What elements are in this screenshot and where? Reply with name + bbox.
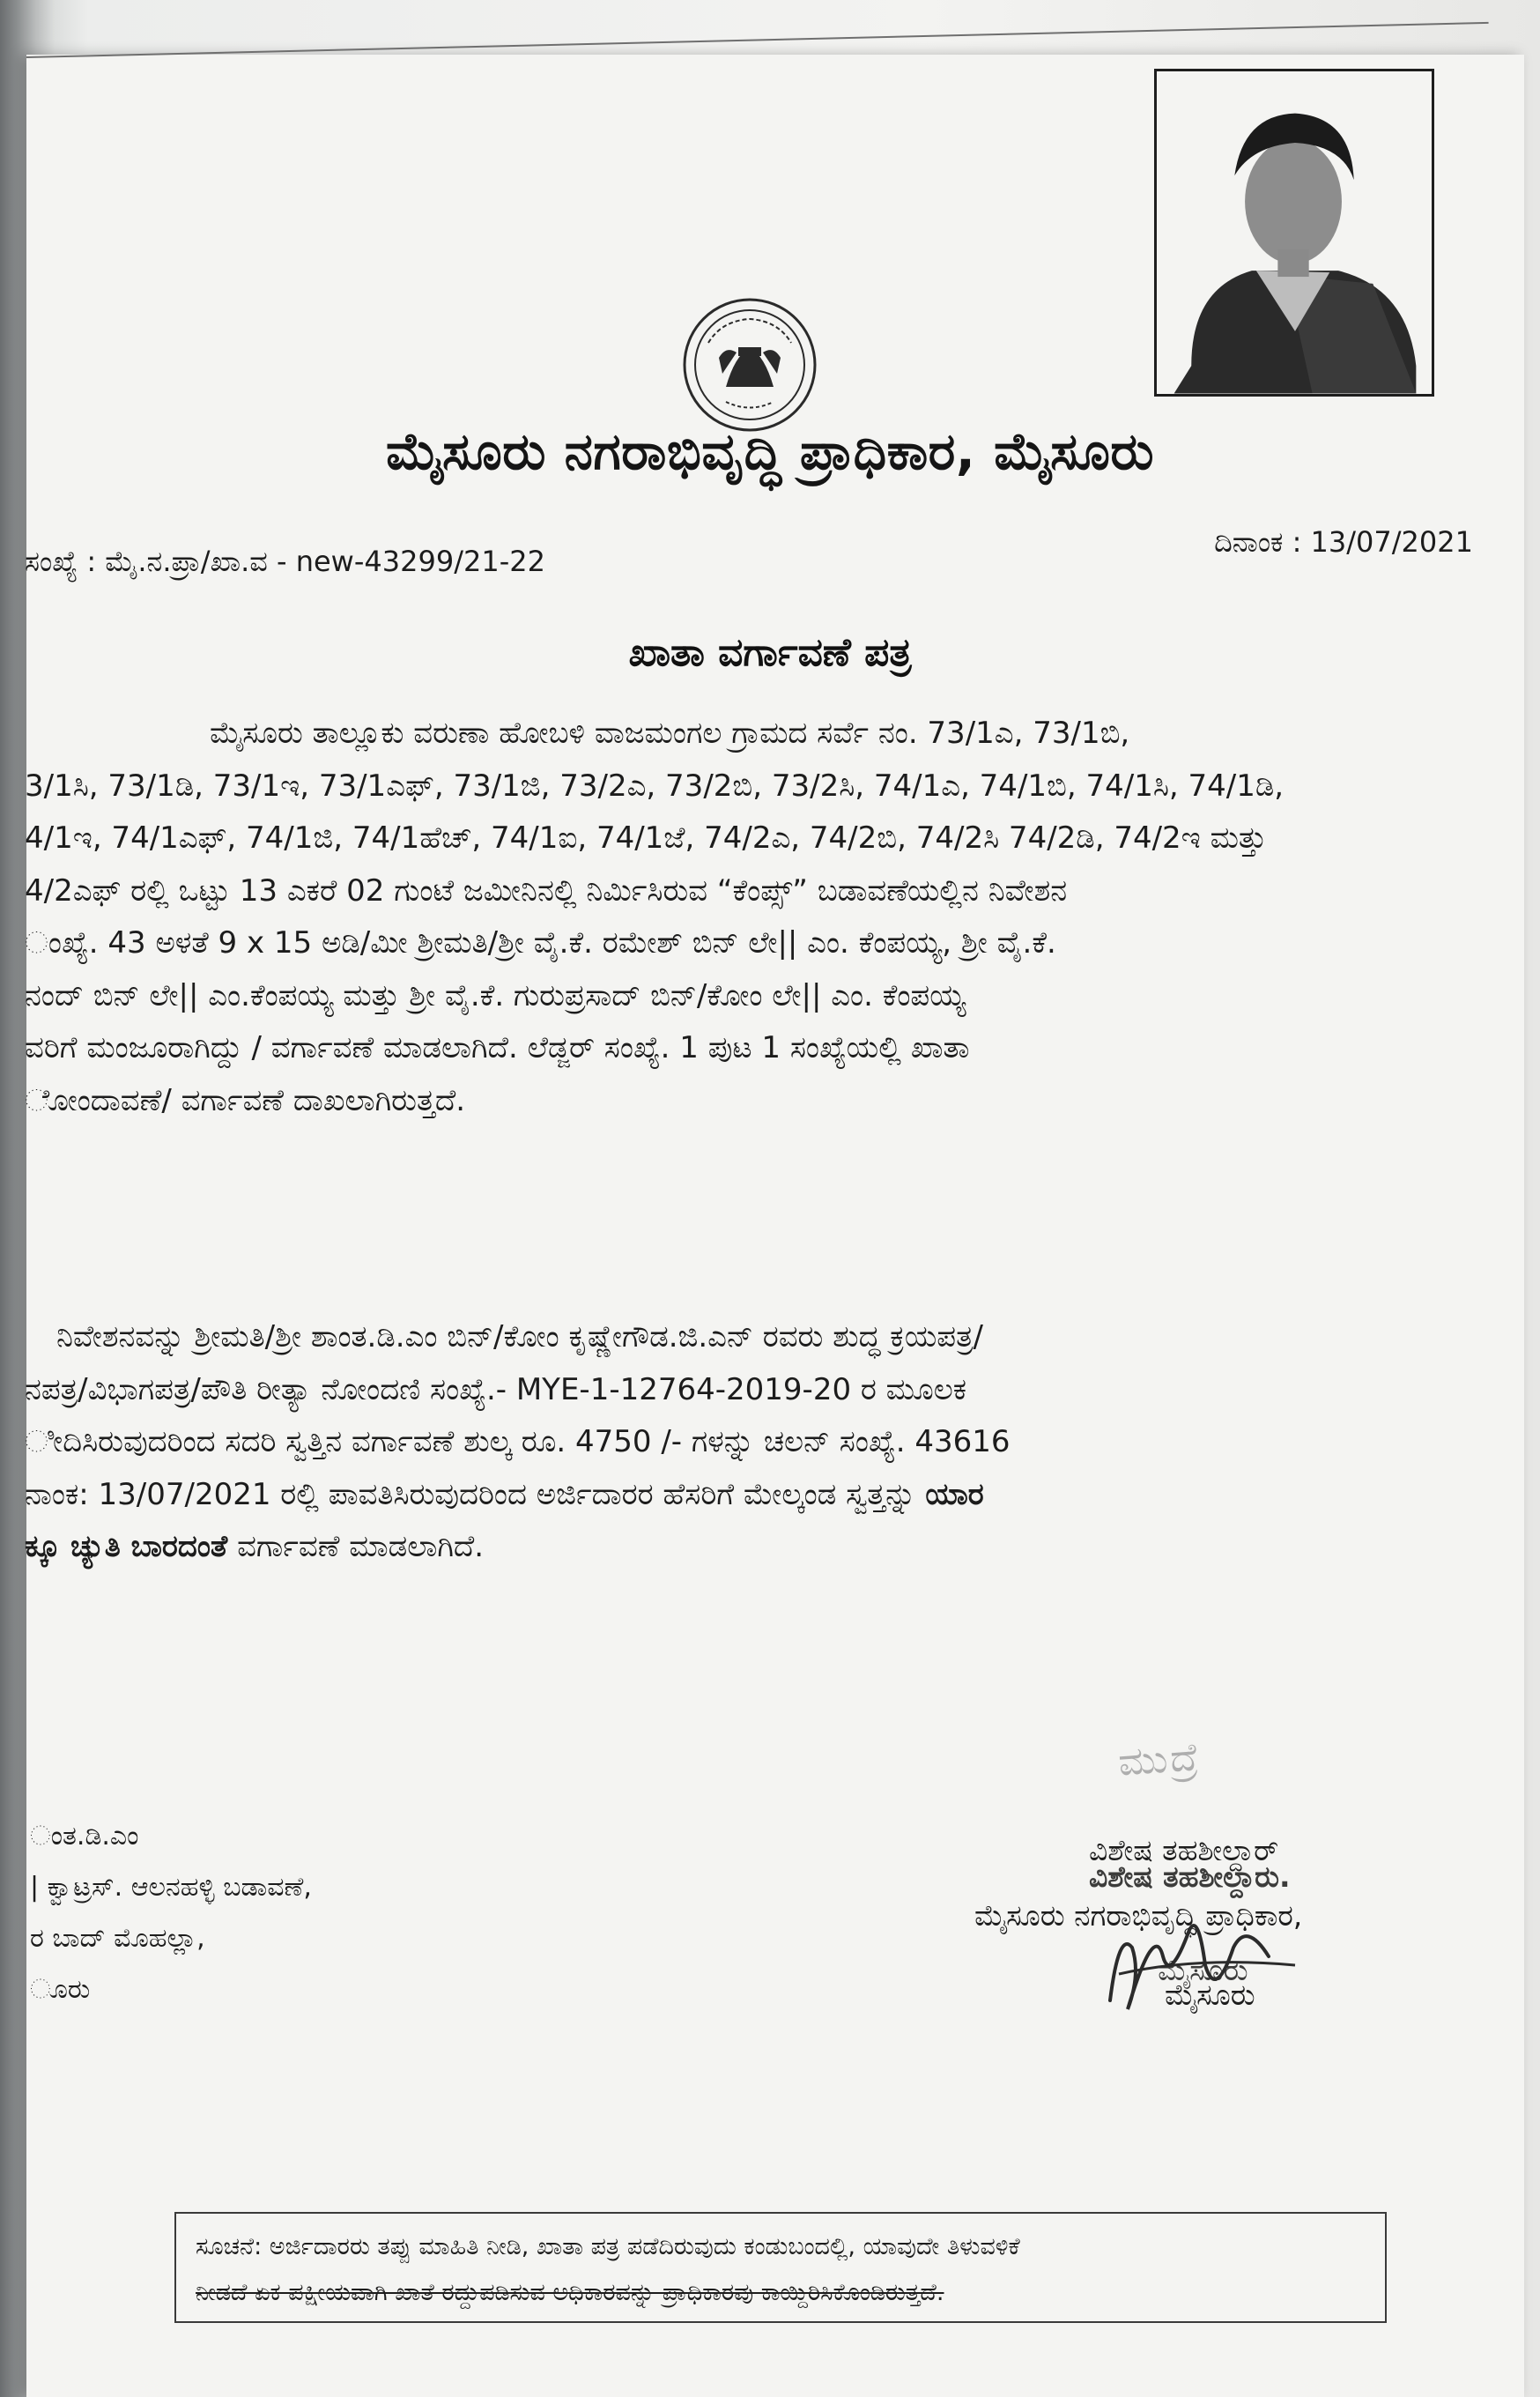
paragraph-bold-text: ಯಾರ — [925, 1476, 984, 1512]
faded-stamp: ಮುದ್ರೆ — [1116, 1734, 1203, 1785]
address-line: | ಕ್ವಾಟ್ರಸ್. ಆಲನಹಳ್ಳಿ ಬಡಾವಣೆ, — [30, 1872, 312, 1903]
address-line: ಂತ.ಡಿ.ಎಂ — [30, 1821, 139, 1852]
applicant-address — [30, 1811, 312, 2015]
address-line: ರ ಬಾದ್ ಮೊಹಲ್ಲಾ, — [30, 1923, 205, 1954]
notice-line: ನೀಡದೆ ಏಕ ಪಕ್ಷೀಯವಾಗಿ ಖಾತೆ ರದ್ದುಪಡಿಸುವ ಅಧಿಕಾರವನ್ನು ಪ್ರಾಧಿಕಾರವು ಕಾಯ್ದಿರಿಸಿಕೊಂಡಿರುತ್ತದೆ. — [196, 2279, 944, 2306]
paragraph-text: ನಾಂಕ: 13/07/2021 ರಲ್ಲಿ ಪಾವತಿಸಿರುವುದರಿಂದ ಅರ್ಜಿದಾರರ ಹೆಸರಿಗೆ ಮೇಲ್ಕಂಡ ಸ್ವತ್ತನ್ನು — [25, 1476, 916, 1512]
notice-line: ಸೂಚನೆ: ಅರ್ಜಿದಾರರು ತಪ್ಪು ಮಾಹಿತಿ ನೀಡಿ, ಖಾತಾ ಪತ್ರ ಪಡೆದಿರುವುದು ಕಂಡುಬಂದಲ್ಲಿ, ಯಾವುದೇ ತಿಳುವಳಿಕೆ — [196, 2233, 1020, 2260]
paragraph-line: ೋಂದಾವಣೆ/ ವರ್ಗಾವಣೆ ದಾಖಲಾಗಿರುತ್ತದೆ. — [25, 1082, 466, 1118]
authority-heading: ಮೈಸೂರು ನಗರಾಭಿವೃದ್ಧಿ ಪ್ರಾಧಿಕಾರ, ಮೈಸೂರು — [385, 421, 1155, 481]
paragraph-text: ವರ್ಗಾವಣೆ ಮಾಡಲಾಗಿದೆ. — [237, 1529, 485, 1564]
document-date: ದಿನಾಂಕ : 13/07/2021 — [1214, 525, 1473, 559]
page-top-edge — [26, 22, 1489, 58]
paragraph-line: ೀದಿಸಿರುವುದರಿಂದ ಸದರಿ ಸ್ವತ್ತಿನ ವರ್ಗಾವಣೆ ಶುಲ್ಕ ರೂ. 4750 /- ಗಳನ್ನು ಚಲನ್ ಸಂಖ್ಯೆ. 43616 — [25, 1424, 1011, 1459]
signatory-designation: ವಿಶೇಷ ತಹಶೀಲ್ದಾರ್ — [1089, 1833, 1279, 1867]
handwritten-signature-icon — [1092, 1895, 1322, 2018]
paragraph-bold-text: ಕ್ಕೂ ಚ್ಯುತಿ ಬಾರದಂತೆ — [25, 1529, 228, 1564]
paragraph-line: ನಂದ್ ಬಿನ್ ಲೇ|| ಎಂ.ಕೆಂಪಯ್ಯ ಮತ್ತು ಶ್ರೀ ವೈ.ಕೆ. ಗುರುಪ್ರಸಾದ್ ಬಿನ್/ಕೋಂ ಲೇ|| ಎಂ. ಕೆಂಪಯ್ಯ — [25, 977, 966, 1013]
paragraph-allotment — [25, 708, 1487, 1127]
paragraph-line: 4/1ಇ, 74/1ಎಫ್, 74/1ಜಿ, 74/1ಹೆಚ್, 74/1ಐ, 74/1ಜೆ, 74/2ಎ, 74/2ಬಿ, 74/2ಸಿ 74/2ಡಿ, 74/2ಇ ಮತ್ತು — [25, 820, 1267, 856]
signatory-authority: ಮೈಸೂರು ನಗರಾಭಿವೃದ್ಧಿ ಪ್ರಾಧಿಕಾರ, — [974, 1898, 1303, 1933]
paragraph-line: ನಿವೇಶನವನ್ನು ಶ್ರೀಮತಿ/ಶ್ರೀ ಶಾಂತ.ಡಿ.ಎಂ ಬಿನ್/ಕೋಂ ಕೃಷ್ಣೇಗೌಡ.ಜಿ.ಎನ್ ರವರು ಶುದ್ಧ ಕ್ರಯಪತ್ರ/ — [56, 1319, 983, 1354]
paragraph-line — [25, 1469, 1487, 1522]
paragraph-line: ಮೈಸೂರು ತಾಲ್ಲೂಕು ವರುಣಾ ಹೋಬಳಿ ವಾಜಮಂಗಲ ಗ್ರಾಮದ ಸರ್ವೆ ನಂ. 73/1ಎ, 73/1ಬಿ, — [210, 716, 1130, 751]
paragraph-line: ನಪತ್ರ/ವಿಭಾಗಪತ್ರ/ಪೌತಿ ರೀತ್ಯಾ ನೋಂದಣಿ ಸಂಖ್ಯೆ.- MYE-1-12764-2019-20 ರ ಮೂಲಕ — [25, 1371, 967, 1407]
document-title: ಖಾತಾ ವರ್ಗಾವಣೆ ಪತ್ರ — [628, 630, 912, 675]
paragraph-line: ಂಖ್ಯೆ. 43 ಅಳತೆ 9 x 15 ಅಡಿ/ಮೀ ಶ್ರೀಮತಿ/ಶ್ರೀ ವೈ.ಕೆ. ರಮೇಶ್ ಬಿನ್ ಲೇ|| ಎಂ. ಕೆಂಪಯ್ಯ, ಶ್ರೀ ವೈ.ಕೆ. — [25, 925, 1056, 961]
applicant-photo-icon — [1157, 71, 1432, 394]
paragraph-line — [25, 1521, 1487, 1574]
paragraph-line: ವರಿಗೆ ಮಂಜೂರಾಗಿದ್ದು / ವರ್ಗಾವಣೆ ಮಾಡಲಾಗಿದೆ. ಲೆಡ್ಜರ್ ಸಂಖ್ಯೆ. 1 ಪುಟ 1 ಸಂಖ್ಯೆಯಲ್ಲಿ ಖಾತಾ — [25, 1030, 970, 1065]
signatory-city: ಮೈಸೂರು — [1165, 1978, 1255, 2012]
paragraph-transfer — [25, 1311, 1487, 1574]
applicant-photo — [1154, 69, 1434, 397]
address-line: ೂರು — [30, 1974, 91, 2005]
signatory-designation-overprint: ವಿಶೇಷ ತಹಶೀಲ್ದಾರು. — [1089, 1859, 1291, 1894]
reference-number: ಸಂಖ್ಯೆ : ಮೈ.ನ.ಪ್ರಾ/ಖಾ.ವ - new-43299/21-22 — [25, 545, 545, 578]
signatory-city-overprint: ಮೈಸೂರು — [1158, 1953, 1248, 1987]
notice-box — [174, 2212, 1387, 2323]
paragraph-line: 3/1ಸಿ, 73/1ಡಿ, 73/1ಇ, 73/1ಎಫ್, 73/1ಜಿ, 73/2ಎ, 73/2ಬಿ, 73/2ಸಿ, 74/1ಎ, 74/1ಬಿ, 74/1ಸಿ, 74/1ಡಿ, — [25, 768, 1285, 804]
paragraph-line: 4/2ಎಫ್ ರಲ್ಲಿ ಒಟ್ಟು 13 ಎಕರೆ 02 ಗುಂಟೆ ಜಮೀನಿನಲ್ಲಿ ನಿರ್ಮಿಸಿರುವ “ಕೆಂಪ್ಸ್” ಬಡಾವಣೆಯಲ್ಲಿನ ನಿವೇಶನ — [25, 872, 1068, 909]
karnataka-emblem-icon — [673, 294, 826, 435]
